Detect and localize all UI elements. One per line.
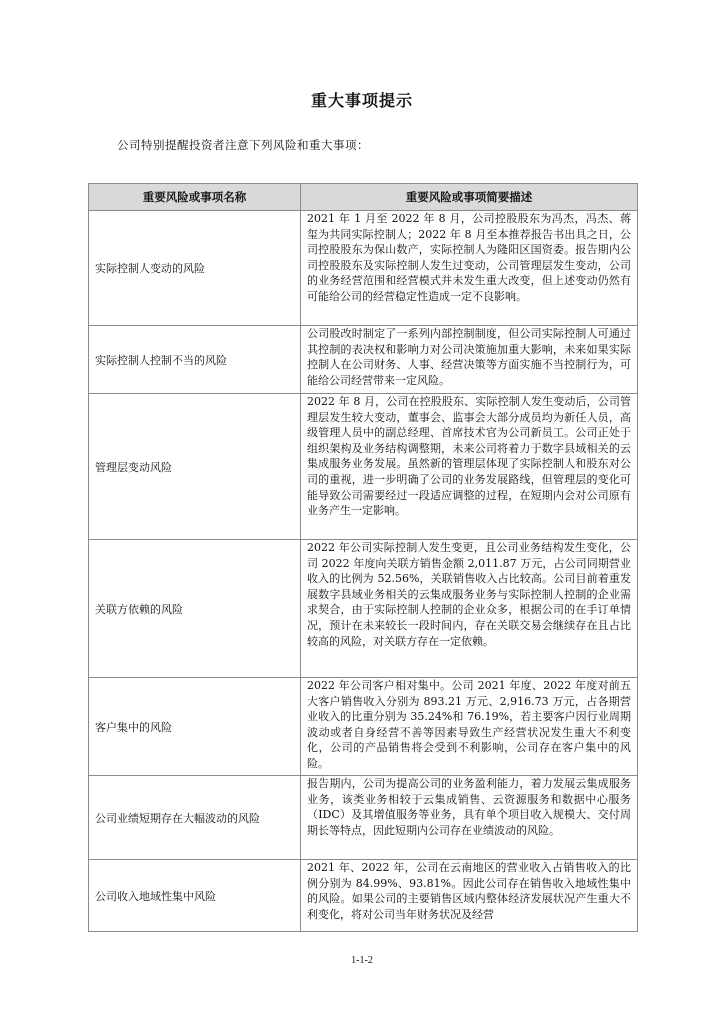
risk-name: 客户集中的风险 (89, 678, 301, 776)
risk-name: 公司业绩短期存在大幅波动的风险 (89, 776, 301, 860)
table-row (89, 678, 638, 776)
risk-description: 2022 年公司客户相对集中。公司 2021 年度、2022 年度对前五大客户销售收入分别为 893.21 万元、2,916.73 万元，占各期营业收入的比重分别为 35.24%和 76.19%，若主要客户因行业周期波动或者自身经营不善等因素导致生产经营状况发生重大不利变化，公司的产品销售将会受到不利影响，公司存在客户集中的风险。 (301, 678, 638, 776)
header-risk-name: 重要风险或事项名称 (89, 184, 301, 211)
risk-name: 公司收入地域性集中风险 (89, 860, 301, 932)
intro-text: 公司特别提醒投资者注意下列风险和重大事项： (117, 138, 369, 152)
risk-description: 公司股改时制定了一系列内部控制制度，但公司实际控制人可通过其控制的表决权和影响力对公司决策施加重大影响，未来如果实际控制人在公司财务、人事、经营决策等方面实施不当控制行为，可能给公司经营带来一定风险。 (301, 326, 638, 394)
table-row (89, 326, 638, 394)
risk-table (88, 183, 638, 932)
table-header-row (89, 184, 638, 211)
risk-name: 实际控制人控制不当的风险 (89, 326, 301, 394)
risk-description: 2022 年公司实际控制人发生变更，且公司业务结构发生变化，公司 2022 年度向关联方销售金额 2,011.87 万元，占公司同期营业收入的比例为 52.56%，关联销售收入占比较高。公司目前着重发展数字县域业务相关的云集成服务业务与实际控制人控制的企业需求契合，由于实际控制人控制的企业众多，根据公司的在手订单情况，预计在未来较长一段时间内，存在关联交易会继续存在且占比较高的风险，对关联方存在一定依赖。 (301, 540, 638, 678)
risk-description: 2022 年 8 月，公司在控股股东、实际控制人发生变动后，公司管理层发生较大变动，董事会、监事会大部分成员均为新任人员，高级管理人员中的副总经理、首席技术官为公司新员工。公司正处于组织架构及业务结构调整期，未来公司将着力于数字县域相关的云集成服务业务发展。虽然新的管理层体现了实际控制人和股东对公司的重视，进一步明确了公司的业务发展路线，但管理层的变化可能导致公司需要经过一段适应调整的过程，在短期内会对公司原有业务产生一定影响。 (301, 394, 638, 540)
risk-description: 2021 年 1 月至 2022 年 8 月，公司控股股东为冯杰，冯杰、蒋玺为共同实际控制人；2022 年 8 月至本推荐报告书出具之日，公司控股股东为保山数产，实际控制人为隆阳区国资委。报告期内公司控股股东及实际控制人发生过变动，公司管理层发生变动，公司的业务经营范围和经营模式并未发生重大改变，但上述变动仍然有可能给公司的经营稳定性造成一定不良影响。 (301, 211, 638, 326)
risk-name: 实际控制人变动的风险 (89, 211, 301, 326)
header-risk-description: 重要风险或事项简要描述 (301, 184, 638, 211)
risk-description: 2021 年、2022 年，公司在云南地区的营业收入占销售收入的比例分别为 84.99%、93.81%。因此公司存在销售收入地域性集中的风险。如果公司的主要销售区域内整体经济发展状况产生重大不利变化，将对公司当年财务状况及经营 (301, 860, 638, 932)
risk-description: 报告期内，公司为提高公司的业务盈利能力，着力发展云集成服务业务，该类业务相较于云集成销售、云资源服务和数据中心服务（IDC）及其增值服务等业务，具有单个项目收入规模大、交付周期长等特点，因此短期内公司存在业绩波动的风险。 (301, 776, 638, 860)
risk-name: 关联方依赖的风险 (89, 540, 301, 678)
table-row (89, 211, 638, 326)
table-row (89, 394, 638, 540)
risk-name: 管理层变动风险 (89, 394, 301, 540)
page-title: 重大事项提示 (310, 91, 413, 110)
table-row (89, 776, 638, 860)
table-row (89, 540, 638, 678)
table-row (89, 860, 638, 932)
page-number: 1-1-2 (351, 955, 373, 966)
